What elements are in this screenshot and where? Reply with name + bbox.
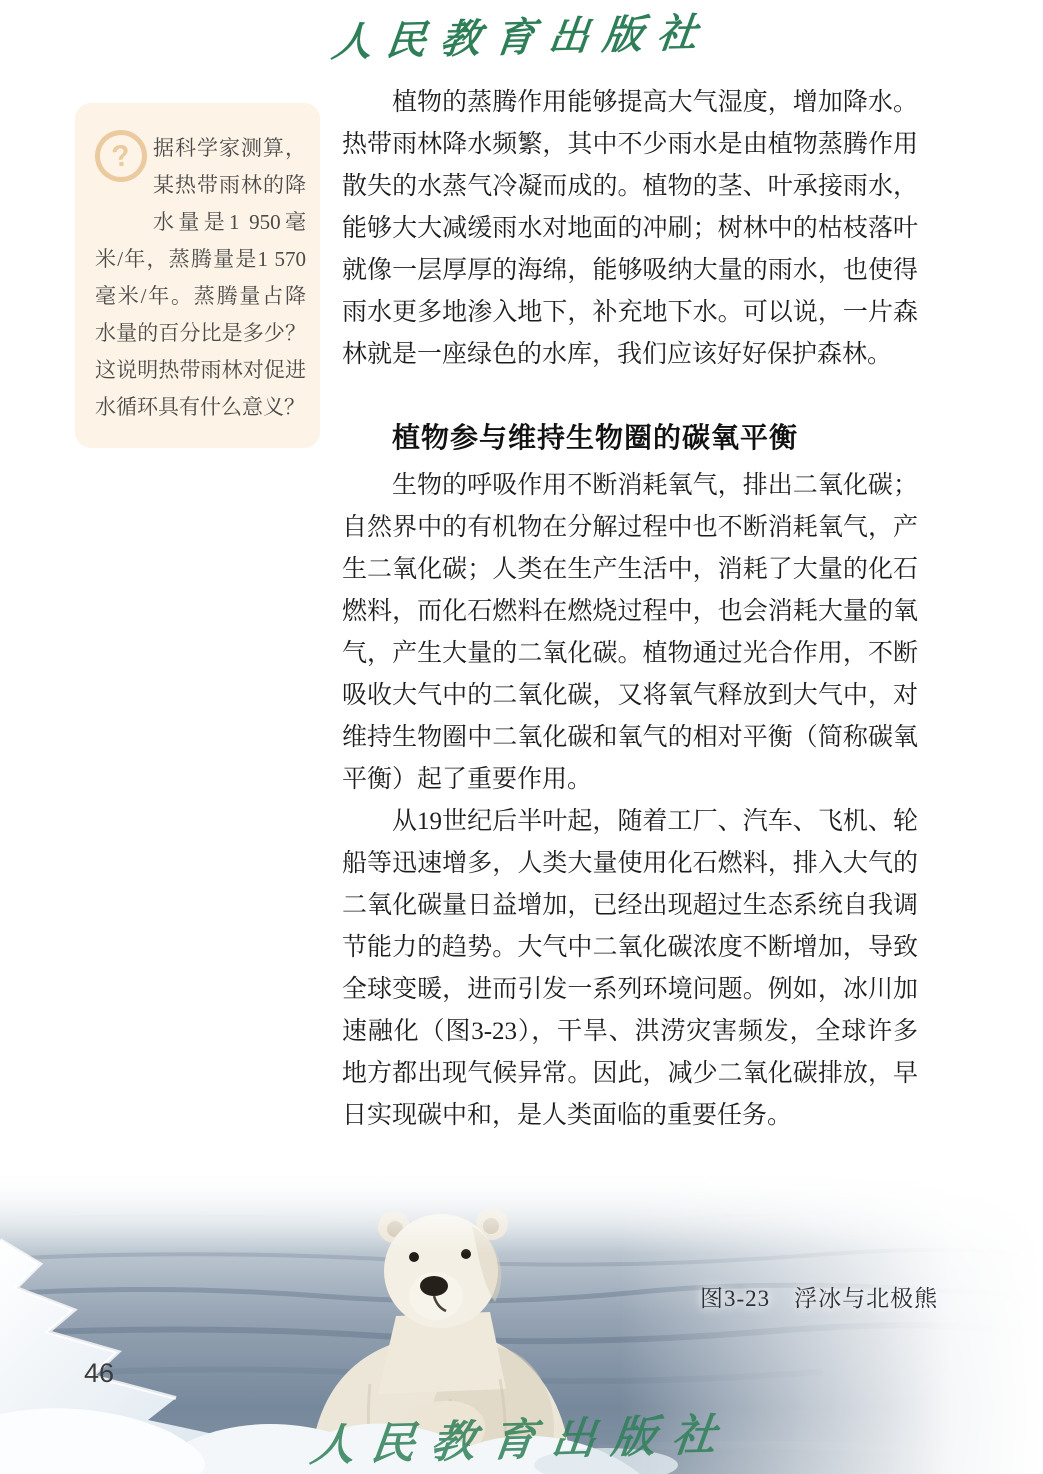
question-box-text: 据科学家测算，某热带雨林的降水量是1 950毫米/年，蒸腾量是1 570毫米/年。蒸腾量占降水量的百分比是多少？这说明热带雨林对促进水循环具有什么意义？ bbox=[95, 136, 306, 419]
question-box bbox=[75, 103, 320, 448]
publisher-logo-top bbox=[0, 6, 1043, 66]
publisher-logo-bottom bbox=[0, 1404, 1043, 1472]
page-number: 46 bbox=[84, 1358, 115, 1388]
figure-caption: 图3-23 浮冰与北极熊 bbox=[700, 1286, 939, 1311]
question-mark-icon bbox=[95, 130, 153, 206]
publisher-logo-text-bottom: 人民教育出版社 bbox=[307, 1409, 735, 1472]
bear-nose bbox=[420, 1276, 448, 1296]
question-mark-glyph: ? bbox=[92, 127, 151, 186]
paragraph-carbon-oxygen: 生物的呼吸作用不断消耗氧气，排出二氧化碳；自然界中的有机物在分解过程中也不断消耗氧气，产生二氧化碳；人类在生产生活中，消耗了大量的化石燃料，而化石燃料在燃烧过程中，也会消耗大量的氧气，产生大量的二氧化碳。植物通过光合作用，不断吸收大气中的二氧化碳，又将氧气释放到大气中，对维持生物圈中二氧化碳和氧气的相对平衡（简称碳氧平衡）起了重要作用。 bbox=[342, 472, 918, 793]
section-heading-carbon-oxygen-balance: 植物参与维持生物圈的碳氧平衡 bbox=[392, 422, 799, 453]
publisher-logo-text: 人民教育出版社 bbox=[328, 9, 714, 66]
main-text-column bbox=[342, 82, 918, 1137]
paragraph-climate-change: 从19世纪后半叶起，随着工厂、汽车、飞机、轮船等迅速增多，人类大量使用化石燃料，排入大气的二氧化碳量日益增加，已经出现超过生态系统自我调节能力的趋势。大气中二氧化碳浓度不断增加，导致全球变暖，进而引发一系列环境问题。例如，冰川加速融化（图3-23），干旱、洪涝灾害频发，全球许多地方都出现气候异常。因此，减少二氧化碳排放，早日实现碳中和，是人类面临的重要任务。 bbox=[342, 808, 918, 1129]
paragraph-transpiration: 植物的蒸腾作用能够提高大气湿度，增加降水。热带雨林降水频繁，其中不少雨水是由植物蒸腾作用散失的水蒸气冷凝而成的。植物的茎、叶承接雨水，能够大大减缓雨水对地面的冲刷；树林中的枯枝落叶就像一层厚厚的海绵，能够吸纳大量的雨水，也使得雨水更多地渗入地下，补充地下水。可以说，一片森林就是一座绿色的水库，我们应该好好保护森林。 bbox=[342, 89, 918, 368]
